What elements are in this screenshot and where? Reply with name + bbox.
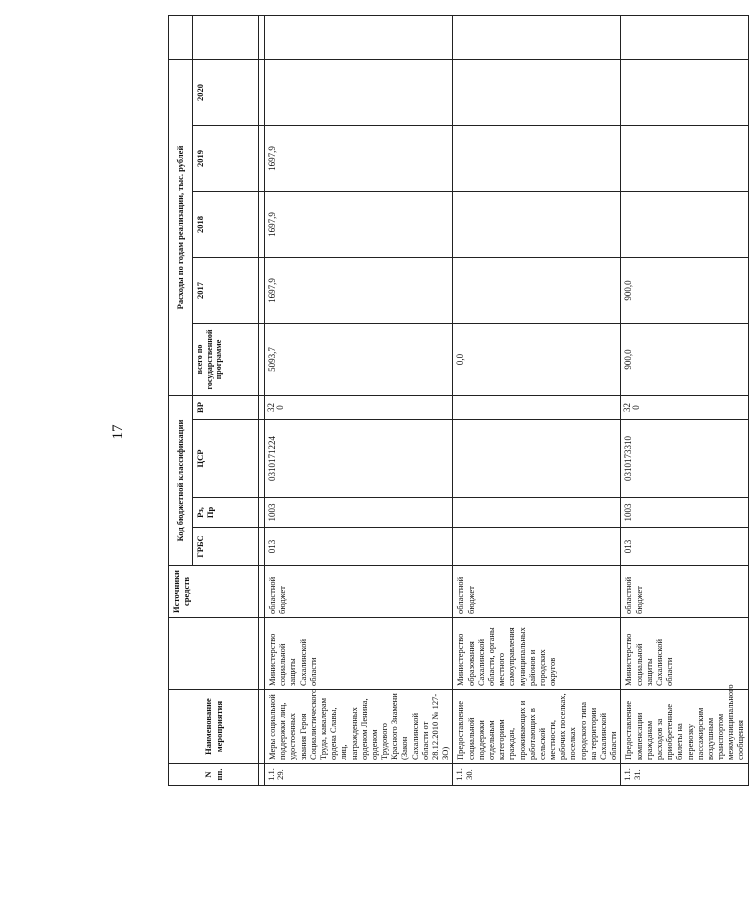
row-rzpr: 1003 xyxy=(621,498,748,528)
row-csr xyxy=(453,420,621,498)
row-2019 xyxy=(453,126,621,192)
row-2020 xyxy=(265,59,453,125)
header-source: Источники средств xyxy=(169,566,259,618)
row-2017: 1697,9 xyxy=(265,258,453,324)
header-total: всего по государственной программе xyxy=(193,324,259,396)
row-rzpr xyxy=(453,498,621,528)
header-executor xyxy=(169,618,259,690)
row-name: Предоставление компенсации гражданам расходов за приобретенные билеты на перевозку пассажирским воздушным транспортом межмуниципального сообщения xyxy=(621,690,748,764)
header-csr: ЦСР xyxy=(193,420,259,498)
row-2018 xyxy=(453,192,621,258)
row-grbs: 013 xyxy=(265,528,453,566)
row-rzpr: 1003 xyxy=(265,498,453,528)
header-classification: Код бюджетной классификации xyxy=(169,396,193,566)
row-executor: Министерство образования Сахалинской области, органы местного самоуправления муниципальных районов и городских округов xyxy=(453,618,621,690)
row-2018: 1697,9 xyxy=(265,192,453,258)
row-name: Меры социальной поддержки лиц, удостоенных звания Героя Социалистического Труда, кавалерам ордена Славы, лиц, награжденных орденом Ленина, орденом Трудового Красного Знамени (Закон Сахалинской области от 28.12.2010 № 127-ЗО) xyxy=(265,690,453,764)
header-vr: ВР xyxy=(193,396,259,420)
row-executor: Министерство социальной защиты Сахалинской области xyxy=(621,618,748,690)
header-grbs: ГРБС xyxy=(193,528,259,566)
row-2020 xyxy=(621,59,748,125)
row-index: 1.1. 31. xyxy=(621,764,748,786)
row-name: Предоставление социальной поддержки отдельным категориям граждан, проживающих и работающих в сельской местности, рабочих поселках, поселках городского типа на территории Сахалинской области xyxy=(453,690,621,764)
row-2019: 1697,9 xyxy=(265,126,453,192)
header-2020: 2020 xyxy=(193,59,259,125)
budget-table xyxy=(168,15,749,786)
table-row xyxy=(621,15,748,785)
row-executor: Министерство социальной защиты Сахалинской области xyxy=(265,618,453,690)
budget-table-rotated xyxy=(168,16,746,786)
row-extra xyxy=(453,15,621,59)
row-total: 900,0 xyxy=(621,324,748,396)
header-2017: 2017 xyxy=(193,258,259,324)
row-grbs: 013 xyxy=(621,528,748,566)
header-blank xyxy=(169,15,193,59)
row-total: 0,0 xyxy=(453,324,621,396)
table-row xyxy=(265,15,453,785)
row-grbs xyxy=(453,528,621,566)
row-index: 1.1. 30. xyxy=(453,764,621,786)
table-row xyxy=(453,15,621,785)
row-vr xyxy=(453,396,621,420)
row-extra xyxy=(265,15,453,59)
row-2017 xyxy=(453,258,621,324)
row-total: 5093,7 xyxy=(265,324,453,396)
row-source: областной бюджет xyxy=(453,566,621,618)
header-num: N пп. xyxy=(169,764,259,786)
row-source: областной бюджет xyxy=(265,566,453,618)
row-vr: 32 0 xyxy=(265,396,453,420)
row-2020 xyxy=(453,59,621,125)
header-name: Наименование мероприятия xyxy=(169,690,259,764)
header-rzpr: Рз, Пр xyxy=(193,498,259,528)
row-csr: 0310171224 xyxy=(265,420,453,498)
row-2018 xyxy=(621,192,748,258)
row-extra xyxy=(621,15,748,59)
header-row-top xyxy=(169,15,193,785)
row-source: областной бюджет xyxy=(621,566,748,618)
header-2018: 2018 xyxy=(193,192,259,258)
row-vr: 32 0 xyxy=(621,396,748,420)
page-number: 17 xyxy=(110,424,126,440)
header-2019: 2019 xyxy=(193,126,259,192)
row-csr: 0310173310 xyxy=(621,420,748,498)
row-2019 xyxy=(621,126,748,192)
header-expenses: Расходы по годам реализации, тыс. рублей xyxy=(169,59,193,395)
row-index: 1.1. 29. xyxy=(265,764,453,786)
header-blank-sub xyxy=(193,15,259,59)
row-2017: 900,0 xyxy=(621,258,748,324)
